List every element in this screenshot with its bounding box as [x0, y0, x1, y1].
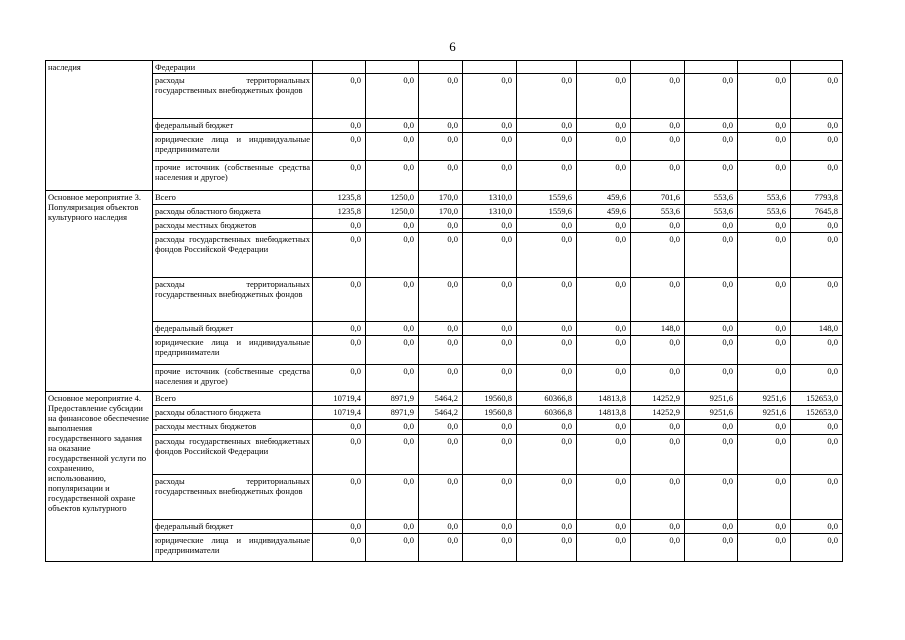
table-row [46, 133, 843, 161]
table-row [46, 336, 843, 365]
value-cell: 0,0 [419, 133, 463, 161]
value-cell: 170,0 [419, 205, 463, 219]
value-cell: 1559,6 [517, 191, 577, 205]
table-row [46, 365, 843, 392]
value-cell: 0,0 [419, 322, 463, 336]
value-cell: 14813,8 [577, 406, 631, 420]
value-cell: 0,0 [313, 119, 366, 133]
value-cell: 14813,8 [577, 392, 631, 406]
value-cell [419, 61, 463, 74]
value-cell: 0,0 [366, 219, 419, 233]
table-row [46, 233, 843, 278]
value-cell: 0,0 [313, 161, 366, 191]
value-cell: 0,0 [517, 119, 577, 133]
value-cell: 19560,8 [463, 406, 517, 420]
value-cell: 0,0 [577, 74, 631, 119]
value-cell: 0,0 [366, 161, 419, 191]
value-cell: 0,0 [791, 336, 843, 365]
value-cell: 0,0 [577, 365, 631, 392]
value-cell: 0,0 [366, 336, 419, 365]
value-cell: 0,0 [366, 233, 419, 278]
value-cell: 0,0 [631, 365, 685, 392]
funding-source-cell: юридические лица и индивидуальные предприниматели [153, 336, 313, 365]
value-cell: 8971,9 [366, 406, 419, 420]
value-cell: 0,0 [631, 435, 685, 475]
value-cell: 0,0 [791, 219, 843, 233]
value-cell: 0,0 [685, 322, 738, 336]
value-cell: 0,0 [738, 278, 791, 322]
value-cell: 0,0 [791, 534, 843, 562]
value-cell: 0,0 [791, 74, 843, 119]
value-cell: 0,0 [419, 475, 463, 520]
value-cell: 0,0 [366, 365, 419, 392]
value-cell [313, 61, 366, 74]
value-cell: 7645,8 [791, 205, 843, 219]
value-cell: 0,0 [517, 133, 577, 161]
value-cell [631, 61, 685, 74]
table-row [46, 435, 843, 475]
value-cell: 0,0 [463, 74, 517, 119]
value-cell: 0,0 [517, 219, 577, 233]
value-cell: 0,0 [366, 420, 419, 435]
value-cell: 0,0 [517, 420, 577, 435]
value-cell [463, 61, 517, 74]
funding-source-cell: прочие источник (собственные средства населения и другое) [153, 161, 313, 191]
value-cell: 0,0 [577, 435, 631, 475]
value-cell: 0,0 [791, 119, 843, 133]
value-cell: 9251,6 [685, 406, 738, 420]
value-cell: 0,0 [313, 133, 366, 161]
value-cell: 5464,2 [419, 406, 463, 420]
value-cell: 0,0 [463, 520, 517, 534]
value-cell: 1235,8 [313, 191, 366, 205]
value-cell: 0,0 [631, 520, 685, 534]
value-cell: 148,0 [631, 322, 685, 336]
value-cell: 0,0 [791, 278, 843, 322]
value-cell: 0,0 [738, 475, 791, 520]
event-cell: наследия [46, 61, 153, 191]
value-cell: 0,0 [419, 278, 463, 322]
value-cell: 148,0 [791, 322, 843, 336]
value-cell: 0,0 [313, 74, 366, 119]
value-cell: 0,0 [313, 475, 366, 520]
value-cell: 0,0 [685, 133, 738, 161]
value-cell: 0,0 [313, 365, 366, 392]
value-cell: 0,0 [419, 336, 463, 365]
value-cell: 14252,9 [631, 392, 685, 406]
value-cell [738, 61, 791, 74]
value-cell [366, 61, 419, 74]
value-cell: 0,0 [577, 475, 631, 520]
funding-source-cell: расходы территориальных государственных внебюджетных фондов [153, 278, 313, 322]
value-cell [685, 61, 738, 74]
value-cell: 0,0 [577, 219, 631, 233]
value-cell: 0,0 [738, 133, 791, 161]
value-cell: 0,0 [791, 133, 843, 161]
value-cell [517, 61, 577, 74]
value-cell: 0,0 [738, 74, 791, 119]
value-cell: 0,0 [463, 420, 517, 435]
table-row [46, 119, 843, 133]
value-cell: 10719,4 [313, 406, 366, 420]
value-cell: 0,0 [517, 475, 577, 520]
value-cell: 0,0 [577, 520, 631, 534]
budget-table [45, 60, 843, 562]
funding-source-cell: расходы местных бюджетов [153, 420, 313, 435]
value-cell: 0,0 [685, 219, 738, 233]
table-row [46, 420, 843, 435]
value-cell: 152653,0 [791, 406, 843, 420]
value-cell: 0,0 [366, 435, 419, 475]
value-cell: 701,6 [631, 191, 685, 205]
funding-source-cell: федеральный бюджет [153, 119, 313, 133]
table-row [46, 392, 843, 406]
value-cell: 9251,6 [685, 392, 738, 406]
table-row [46, 61, 843, 74]
value-cell: 0,0 [577, 336, 631, 365]
value-cell: 1559,6 [517, 205, 577, 219]
value-cell: 0,0 [791, 475, 843, 520]
funding-source-cell: прочие источник (собственные средства населения и другое) [153, 365, 313, 392]
value-cell: 0,0 [685, 435, 738, 475]
value-cell: 0,0 [631, 119, 685, 133]
value-cell: 0,0 [517, 322, 577, 336]
value-cell: 0,0 [463, 322, 517, 336]
value-cell: 0,0 [366, 74, 419, 119]
value-cell: 19560,8 [463, 392, 517, 406]
funding-source-cell: Всего [153, 392, 313, 406]
value-cell: 0,0 [419, 420, 463, 435]
table-row [46, 475, 843, 520]
value-cell: 0,0 [366, 133, 419, 161]
value-cell: 170,0 [419, 191, 463, 205]
value-cell: 0,0 [366, 534, 419, 562]
table-row [46, 161, 843, 191]
funding-source-cell: федеральный бюджет [153, 520, 313, 534]
value-cell: 0,0 [577, 233, 631, 278]
value-cell: 0,0 [738, 119, 791, 133]
value-cell: 0,0 [313, 520, 366, 534]
table-row [46, 520, 843, 534]
value-cell: 1310,0 [463, 191, 517, 205]
value-cell: 0,0 [631, 278, 685, 322]
value-cell: 0,0 [631, 219, 685, 233]
table-row [46, 406, 843, 420]
table-row [46, 191, 843, 205]
value-cell: 0,0 [631, 336, 685, 365]
value-cell: 0,0 [738, 336, 791, 365]
value-cell: 553,6 [738, 205, 791, 219]
value-cell: 10719,4 [313, 392, 366, 406]
event-cell: Основное мероприятие 4. Предоставление субсидии на финансовое обеспечение выполнения государственного задания на оказание государственной услуги по сохранению, использованию, популяризации и государственной охране объектов культурного [46, 392, 153, 562]
value-cell: 0,0 [313, 219, 366, 233]
value-cell: 0,0 [577, 278, 631, 322]
value-cell: 0,0 [463, 233, 517, 278]
value-cell: 7793,8 [791, 191, 843, 205]
value-cell: 0,0 [463, 278, 517, 322]
value-cell: 0,0 [738, 233, 791, 278]
value-cell: 553,6 [738, 191, 791, 205]
value-cell: 0,0 [463, 365, 517, 392]
value-cell: 14252,9 [631, 406, 685, 420]
value-cell: 0,0 [631, 233, 685, 278]
value-cell: 8971,9 [366, 392, 419, 406]
value-cell: 0,0 [738, 435, 791, 475]
value-cell: 0,0 [577, 133, 631, 161]
value-cell: 0,0 [366, 119, 419, 133]
funding-source-cell: расходы областного бюджета [153, 205, 313, 219]
value-cell: 0,0 [791, 233, 843, 278]
value-cell: 0,0 [791, 420, 843, 435]
value-cell: 0,0 [313, 233, 366, 278]
value-cell: 152653,0 [791, 392, 843, 406]
value-cell: 0,0 [685, 520, 738, 534]
value-cell: 0,0 [791, 161, 843, 191]
value-cell: 0,0 [419, 119, 463, 133]
value-cell: 0,0 [631, 161, 685, 191]
value-cell: 60366,8 [517, 392, 577, 406]
value-cell: 0,0 [685, 233, 738, 278]
value-cell: 0,0 [631, 534, 685, 562]
value-cell: 459,6 [577, 191, 631, 205]
value-cell: 0,0 [631, 74, 685, 119]
value-cell: 0,0 [313, 278, 366, 322]
value-cell: 0,0 [313, 534, 366, 562]
value-cell: 553,6 [685, 191, 738, 205]
value-cell: 0,0 [517, 365, 577, 392]
value-cell: 0,0 [419, 74, 463, 119]
value-cell: 0,0 [313, 420, 366, 435]
page-number: 6 [449, 39, 456, 54]
value-cell: 0,0 [791, 520, 843, 534]
value-cell: 0,0 [738, 534, 791, 562]
value-cell: 0,0 [419, 435, 463, 475]
value-cell: 0,0 [685, 161, 738, 191]
value-cell: 0,0 [419, 161, 463, 191]
value-cell: 0,0 [463, 119, 517, 133]
funding-source-cell: расходы местных бюджетов [153, 219, 313, 233]
value-cell: 0,0 [517, 336, 577, 365]
value-cell: 0,0 [517, 520, 577, 534]
value-cell: 0,0 [463, 161, 517, 191]
value-cell: 0,0 [463, 133, 517, 161]
table-row [46, 534, 843, 562]
value-cell: 0,0 [517, 161, 577, 191]
value-cell: 0,0 [577, 534, 631, 562]
table-row [46, 278, 843, 322]
value-cell: 0,0 [685, 365, 738, 392]
value-cell: 5464,2 [419, 392, 463, 406]
value-cell: 0,0 [577, 161, 631, 191]
funding-source-cell: Всего [153, 191, 313, 205]
value-cell [577, 61, 631, 74]
table-row [46, 74, 843, 119]
funding-source-cell: расходы территориальных государственных внебюджетных фондов [153, 74, 313, 119]
value-cell: 0,0 [463, 534, 517, 562]
value-cell: 0,0 [577, 119, 631, 133]
value-cell: 0,0 [366, 475, 419, 520]
value-cell: 0,0 [366, 278, 419, 322]
value-cell: 0,0 [685, 534, 738, 562]
funding-source-cell: расходы территориальных государственных внебюджетных фондов [153, 475, 313, 520]
value-cell: 0,0 [419, 365, 463, 392]
value-cell: 0,0 [517, 278, 577, 322]
value-cell: 553,6 [685, 205, 738, 219]
funding-source-cell: Федерации [153, 61, 313, 74]
value-cell: 0,0 [313, 336, 366, 365]
value-cell: 0,0 [577, 322, 631, 336]
value-cell: 0,0 [517, 74, 577, 119]
value-cell: 0,0 [517, 233, 577, 278]
value-cell: 0,0 [366, 520, 419, 534]
value-cell: 1235,8 [313, 205, 366, 219]
table-row [46, 219, 843, 233]
value-cell: 0,0 [463, 435, 517, 475]
funding-source-cell: расходы государственных внебюджетных фондов Российской Федерации [153, 233, 313, 278]
value-cell: 0,0 [463, 336, 517, 365]
value-cell: 0,0 [366, 322, 419, 336]
value-cell: 0,0 [313, 322, 366, 336]
funding-source-cell: расходы областного бюджета [153, 406, 313, 420]
value-cell: 0,0 [738, 322, 791, 336]
value-cell: 0,0 [685, 420, 738, 435]
value-cell: 0,0 [738, 420, 791, 435]
value-cell: 0,0 [419, 534, 463, 562]
value-cell: 0,0 [791, 435, 843, 475]
table-row [46, 322, 843, 336]
value-cell: 0,0 [517, 534, 577, 562]
value-cell: 0,0 [463, 219, 517, 233]
funding-source-cell: расходы государственных внебюджетных фондов Российской Федерации [153, 435, 313, 475]
value-cell: 1250,0 [366, 191, 419, 205]
value-cell: 0,0 [685, 336, 738, 365]
table-row [46, 205, 843, 219]
value-cell: 9251,6 [738, 392, 791, 406]
value-cell: 0,0 [631, 475, 685, 520]
value-cell: 0,0 [685, 278, 738, 322]
value-cell: 0,0 [738, 161, 791, 191]
value-cell: 0,0 [577, 420, 631, 435]
value-cell: 0,0 [685, 119, 738, 133]
value-cell: 0,0 [463, 475, 517, 520]
value-cell: 0,0 [313, 435, 366, 475]
value-cell: 0,0 [791, 365, 843, 392]
value-cell: 0,0 [685, 74, 738, 119]
event-cell: Основное мероприятие 3. Популяризация объектов культурного наследия [46, 191, 153, 392]
value-cell: 9251,6 [738, 406, 791, 420]
value-cell: 0,0 [631, 133, 685, 161]
value-cell: 0,0 [517, 435, 577, 475]
value-cell [791, 61, 843, 74]
value-cell: 0,0 [738, 219, 791, 233]
value-cell: 0,0 [419, 233, 463, 278]
value-cell: 0,0 [631, 420, 685, 435]
value-cell: 553,6 [631, 205, 685, 219]
funding-source-cell: юридические лица и индивидуальные предприниматели [153, 534, 313, 562]
funding-source-cell: федеральный бюджет [153, 322, 313, 336]
value-cell: 60366,8 [517, 406, 577, 420]
funding-source-cell: юридические лица и индивидуальные предприниматели [153, 133, 313, 161]
value-cell: 0,0 [419, 219, 463, 233]
value-cell: 459,6 [577, 205, 631, 219]
value-cell: 0,0 [738, 520, 791, 534]
value-cell: 1250,0 [366, 205, 419, 219]
value-cell: 0,0 [685, 475, 738, 520]
value-cell: 1310,0 [463, 205, 517, 219]
value-cell: 0,0 [738, 365, 791, 392]
value-cell: 0,0 [419, 520, 463, 534]
